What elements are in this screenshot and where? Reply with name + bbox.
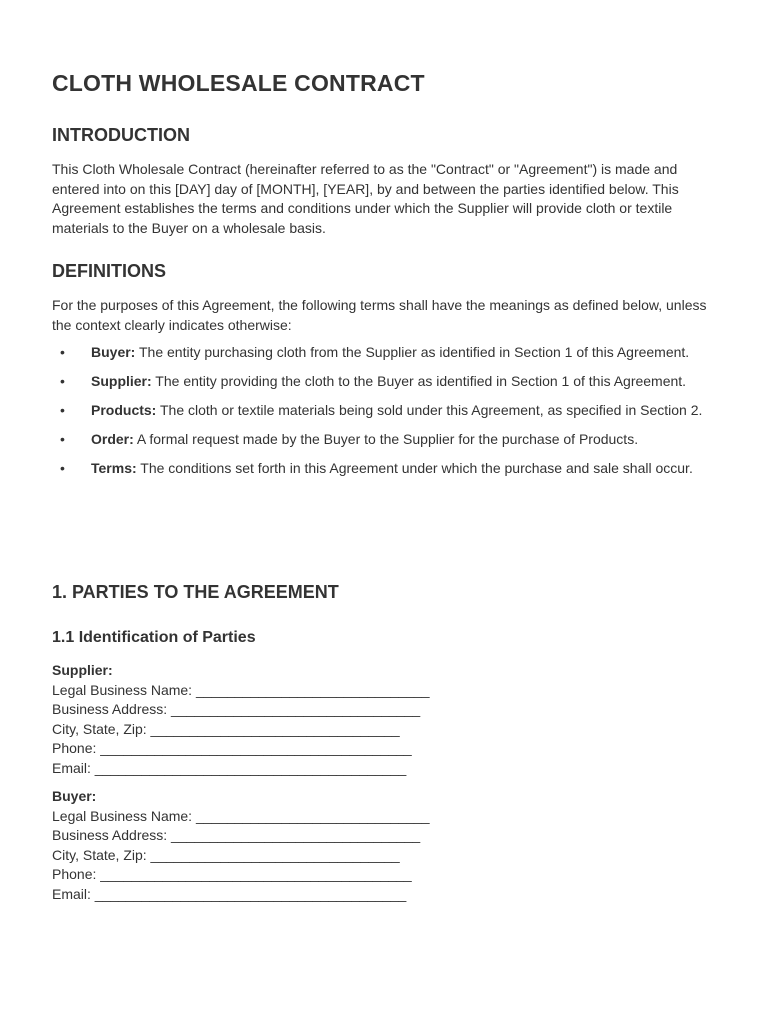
supplier-city-field: City, State, Zip: ________________________________ (52, 720, 400, 737)
supplier-phone-field: Phone: ________________________________________ (52, 740, 412, 757)
bullet-icon: • (60, 460, 65, 476)
buyer-address-field: Business Address: ________________________________ (52, 827, 421, 844)
buyer-phone-field: Phone: ________________________________________ (52, 866, 412, 883)
definition-term: Supplier: (91, 373, 152, 389)
buyer-block (52, 787, 722, 905)
definition-text: The conditions set forth in this Agreement under which the purchase and sale shall occur. (136, 460, 693, 476)
definition-text: A formal request made by the Buyer to the Supplier for the purchase of Products. (133, 431, 639, 447)
definitions-intro: For the purposes of this Agreement, the following terms shall have the meanings as defined below, unless the context clearly indicates otherwise: (52, 297, 707, 333)
buyer-city-field: City, State, Zip: ________________________________ (52, 846, 400, 863)
definition-item-products (52, 401, 722, 421)
section1-heading: 1. PARTIES TO THE AGREEMENT (52, 582, 339, 602)
definitions-heading: DEFINITIONS (52, 261, 167, 281)
supplier-email-field: Email: ________________________________________ (52, 759, 407, 776)
definition-text: The entity purchasing cloth from the Supplier as identified in Section 1 of this Agreement. (135, 344, 690, 360)
introduction-text: This Cloth Wholesale Contract (hereinafter referred to as the "Contract" or "Agreement") is made and entered into on this [DAY] day of [MONTH], [YEAR], by and between the parties identified below. This Agreement establishes the terms and conditions under which the Supplier will provide cloth or textile materials to the Buyer on a wholesale basis. (52, 161, 679, 236)
definition-text: The cloth or textile materials being sold under this Agreement, as specified in Section 2. (156, 402, 703, 418)
section1-subheading: 1.1 Identification of Parties (52, 629, 256, 646)
bullet-icon: • (60, 431, 65, 447)
definition-item-supplier (52, 372, 722, 392)
definition-term: Terms: (91, 460, 137, 476)
bullet-icon: • (60, 402, 65, 418)
definition-text: The entity providing the cloth to the Buyer as identified in Section 1 of this Agreement. (151, 373, 687, 389)
definition-term: Order: (91, 431, 134, 447)
supplier-block (52, 661, 722, 779)
buyer-label: Buyer: (52, 788, 97, 804)
introduction-heading: INTRODUCTION (52, 125, 190, 145)
bullet-icon: • (60, 373, 65, 389)
definitions-list (52, 343, 722, 488)
supplier-label: Supplier: (52, 662, 113, 678)
buyer-legal-name-field: Legal Business Name: ______________________________ (52, 807, 430, 824)
supplier-legal-name-field: Legal Business Name: ______________________________ (52, 681, 430, 698)
bullet-icon: • (60, 344, 65, 360)
definition-item-buyer (52, 343, 722, 363)
definition-item-terms (52, 459, 722, 479)
supplier-address-field: Business Address: ________________________________ (52, 701, 421, 718)
buyer-email-field: Email: ________________________________________ (52, 885, 407, 902)
definition-term: Products: (91, 402, 157, 418)
definition-item-order (52, 430, 722, 450)
definition-term: Buyer: (91, 344, 136, 360)
document-title: CLOTH WHOLESALE CONTRACT (52, 70, 425, 96)
